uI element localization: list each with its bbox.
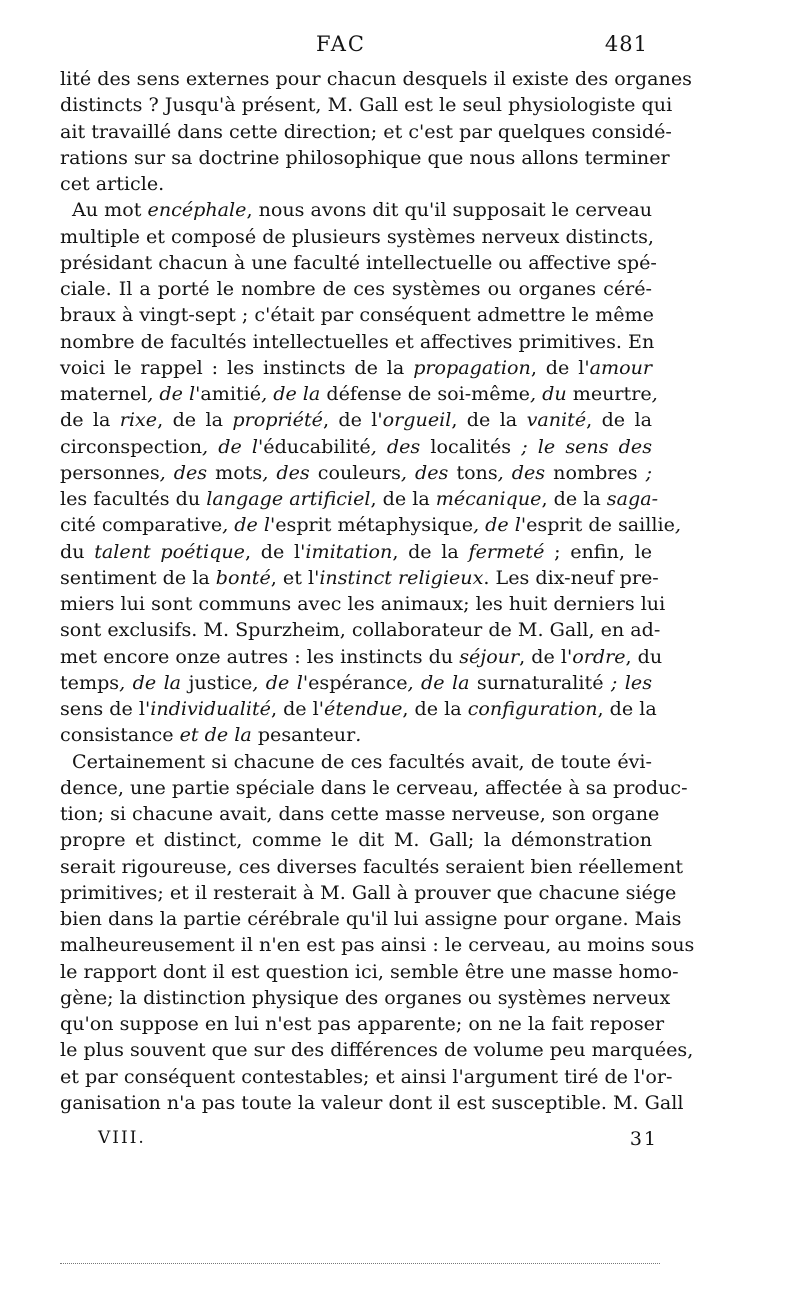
text-run: maternel — [60, 382, 148, 405]
text-run: esprit de saillie — [526, 513, 675, 537]
text-run: malheureusement il n'en est pas ainsi : le cerveau, au moins sous — [60, 933, 695, 957]
italic-term: , de l' — [252, 670, 309, 694]
text-run: temps — [60, 670, 120, 694]
text-run: , de la — [451, 408, 527, 432]
italic-term: , de l' — [222, 513, 276, 537]
text-run: Au mot — [72, 198, 148, 222]
italic-term: vanité — [526, 408, 587, 432]
paragraph — [60, 749, 695, 1117]
italic-term: ; le sens des — [511, 434, 652, 458]
italic-term: , de l' — [147, 382, 201, 405]
text-line — [60, 801, 660, 827]
dotted-rule — [60, 1263, 660, 1264]
italic-term: imitation — [305, 539, 393, 563]
text-line — [60, 959, 679, 985]
text-run: voici le rappel : les instincts de la — [60, 355, 414, 379]
text-line — [60, 512, 681, 538]
text-run: rations sur sa doctrine philosophique que nous allons terminer — [60, 145, 670, 169]
text-run: , de l' — [245, 539, 306, 563]
italic-term: ; — [637, 460, 653, 484]
text-line — [60, 906, 682, 932]
paragraph — [60, 66, 692, 197]
text-run: mots — [215, 460, 263, 484]
text-line — [60, 460, 652, 486]
text-run: sont exclusifs. M. Spurzheim, collaborateur de M. Gall, en ad- — [60, 618, 661, 642]
italic-term: , de la — [407, 670, 477, 694]
text-run: meurtre — [572, 382, 652, 405]
italic-term: rixe — [119, 408, 158, 432]
text-run: serait rigoureuse, ces diverses facultés seraient bien réellement — [60, 854, 684, 878]
text-line — [60, 985, 671, 1011]
italic-term: bonté — [215, 565, 271, 589]
text-run: , de l' — [270, 697, 325, 720]
text-run: , de l' — [530, 355, 590, 379]
text-line — [60, 644, 663, 670]
text-run: primitives; et il resterait à M. Gall à prouver que chacune siége — [60, 880, 677, 904]
text-line — [60, 302, 652, 328]
text-run: distincts ? Jusqu'à présent, M. Gall est le seul physiologiste qui — [60, 93, 673, 117]
italic-term: saga- — [606, 487, 659, 510]
text-run: localités — [430, 434, 512, 458]
italic-term: , de la — [261, 382, 327, 405]
text-run: présidant chacun à une faculté intellectuelle ou affective spé- — [60, 250, 657, 274]
text-line — [60, 670, 652, 696]
text-line — [60, 250, 657, 276]
page-number: 481 — [604, 32, 648, 56]
italic-term: , des — [400, 460, 457, 484]
italic-term: individualité — [150, 697, 271, 720]
text-run: les facultés du — [60, 487, 207, 510]
text-run: pesanteur — [257, 723, 356, 747]
text-run: , de l' — [322, 408, 383, 432]
text-run: bien dans la partie cérébrale qu'il lui assigne pour organe. Mais — [60, 907, 682, 930]
italic-term: , de l' — [473, 513, 527, 537]
text-run: espérance — [308, 670, 408, 694]
italic-term: , des — [159, 460, 216, 484]
text-run: personnes — [60, 460, 160, 484]
text-run: . Les dix-neuf pre- — [483, 565, 659, 589]
text-line — [60, 486, 659, 512]
text-run: consistance — [60, 723, 174, 747]
text-run: , de la — [157, 408, 233, 432]
italic-term: orgueil — [382, 408, 452, 432]
text-run: de la — [60, 408, 120, 432]
text-line — [60, 565, 659, 591]
text-run: le rapport dont il est question ici, semble être une masse homo- — [60, 959, 679, 983]
text-run: qu'on suppose en lui n'est pas apparente; on ne la fait reposer — [60, 1012, 665, 1035]
text-line — [60, 722, 652, 748]
text-line — [60, 696, 657, 722]
text-line — [60, 854, 684, 880]
text-line — [60, 539, 652, 565]
text-line — [60, 224, 652, 250]
italic-term: propriété — [232, 408, 323, 432]
text-line — [60, 434, 652, 460]
text-run: Certainement si chacune de ces facultés avait, de toute évi- — [72, 749, 652, 773]
italic-term: propagation — [413, 355, 531, 379]
text-line — [60, 66, 692, 92]
italic-term: , des — [370, 434, 431, 458]
body-text — [60, 66, 695, 1116]
text-line — [60, 1090, 684, 1116]
italic-term: ordre — [572, 644, 626, 668]
italic-term: étendue — [324, 697, 403, 720]
text-line — [60, 1037, 694, 1063]
italic-term: , — [651, 382, 658, 405]
italic-term: fermeté — [468, 539, 545, 563]
text-line — [60, 171, 652, 197]
text-line — [60, 119, 672, 145]
text-run: ganisation n'a pas toute la valeur dont il est susceptible. M. Gall — [60, 1090, 684, 1114]
text-run: tons — [456, 460, 498, 484]
text-run: , de la — [370, 487, 436, 510]
italic-term: mécanique — [435, 487, 542, 510]
text-run: , de l' — [519, 644, 573, 668]
text-run: justice — [188, 670, 253, 694]
text-run: braux à vingt-sept ; c'était par conséquent admettre le même — [60, 303, 654, 327]
text-run: , nous avons dit qu'il supposait le cerveau — [246, 198, 653, 222]
text-run: , de la — [402, 697, 468, 720]
text-run: le plus souvent que sur des différences de volume peu marquées, — [60, 1038, 694, 1062]
text-line — [60, 381, 658, 407]
italic-term: . — [355, 723, 362, 747]
italic-term: séjour — [459, 644, 520, 668]
text-run: , de la — [541, 487, 607, 510]
text-run: dence, une partie spéciale dans le cerveau, affectée à sa produc- — [60, 775, 688, 799]
text-run: surnaturalité — [476, 670, 604, 694]
text-run: ait travaillé dans cette direction; et c'est par quelques considé- — [60, 119, 672, 143]
text-run: ; enfin, le — [544, 539, 653, 563]
text-line — [60, 617, 661, 643]
text-run: défense de soi-même — [326, 382, 530, 405]
text-run: met encore onze autres : les instincts du — [60, 644, 460, 668]
text-run: nombres — [553, 460, 638, 484]
text-line — [60, 145, 670, 171]
italic-term: instinct religieux — [319, 565, 484, 589]
italic-term: ; les — [603, 670, 653, 694]
text-run: sentiment de la — [60, 565, 216, 589]
text-line — [60, 1064, 673, 1090]
text-run: , et l' — [270, 565, 320, 589]
text-line — [60, 355, 652, 381]
text-run: , du — [625, 644, 663, 668]
text-line — [60, 92, 673, 118]
text-run: couleurs — [317, 460, 401, 484]
text-line — [60, 276, 652, 302]
text-line — [60, 1011, 665, 1037]
text-run: , de la — [586, 408, 652, 432]
italic-term: et de la — [173, 723, 258, 747]
text-line — [60, 932, 695, 958]
text-run: nombre de facultés intellectuelles et affectives primitives. En — [60, 329, 655, 353]
italic-term: amour — [589, 355, 652, 379]
text-line — [60, 407, 652, 433]
text-run: lité des sens externes pour chacun desquels il existe des organes — [60, 67, 692, 90]
text-run: circonspection — [60, 434, 203, 458]
text-run: sens de l' — [60, 697, 151, 720]
running-header — [58, 32, 658, 62]
italic-term: encéphale — [147, 198, 247, 222]
text-run: propre et distinct, comme le dit M. Gall; la démonstration — [60, 828, 652, 852]
italic-term: , des — [262, 460, 318, 484]
text-run: miers lui sont communs avec les animaux; les huit derniers lui — [60, 592, 666, 615]
text-run: gène; la distinction physique des organes ou systèmes nerveux — [60, 985, 671, 1009]
italic-term: , des — [497, 460, 554, 484]
text-run: du — [60, 539, 95, 563]
text-line — [60, 749, 652, 775]
text-run: et par conséquent contestables; et ainsi l'argument tiré de l'or- — [60, 1064, 673, 1088]
text-run: esprit métaphysique — [275, 513, 474, 537]
text-run: cité comparative — [60, 513, 223, 537]
signature-mark: VIII. — [98, 1128, 146, 1148]
text-run: éducabilité — [263, 434, 371, 458]
italic-term: , de l' — [202, 434, 264, 458]
italic-term: , de la — [119, 670, 189, 694]
text-run: , de la — [597, 697, 657, 720]
italic-term: langage artificiel — [206, 487, 371, 510]
text-line — [60, 329, 655, 355]
running-head: FAC — [316, 32, 366, 56]
text-run: ciale. Il a porté le nombre de ces systèmes ou organes céré- — [60, 277, 652, 300]
text-line — [60, 197, 652, 223]
text-line — [60, 591, 666, 617]
text-run: , de la — [392, 539, 469, 563]
quire-number: 31 — [629, 1128, 658, 1150]
text-line — [60, 827, 652, 853]
text-line — [60, 880, 677, 906]
text-run: tion; si chacune avait, dans cette masse nerveuse, son organe — [60, 802, 660, 825]
italic-term: configuration — [467, 697, 598, 720]
italic-term: talent poétique — [94, 539, 245, 563]
italic-term: , du — [529, 382, 573, 405]
text-line — [60, 775, 688, 801]
text-run: cet article. — [60, 172, 165, 195]
text-run: multiple et composé de plusieurs systèmes nerveux distincts, — [60, 224, 654, 248]
italic-term: , — [674, 513, 681, 537]
text-run: amitié — [200, 382, 262, 405]
page-footer — [98, 1128, 658, 1154]
paragraph — [60, 197, 681, 748]
